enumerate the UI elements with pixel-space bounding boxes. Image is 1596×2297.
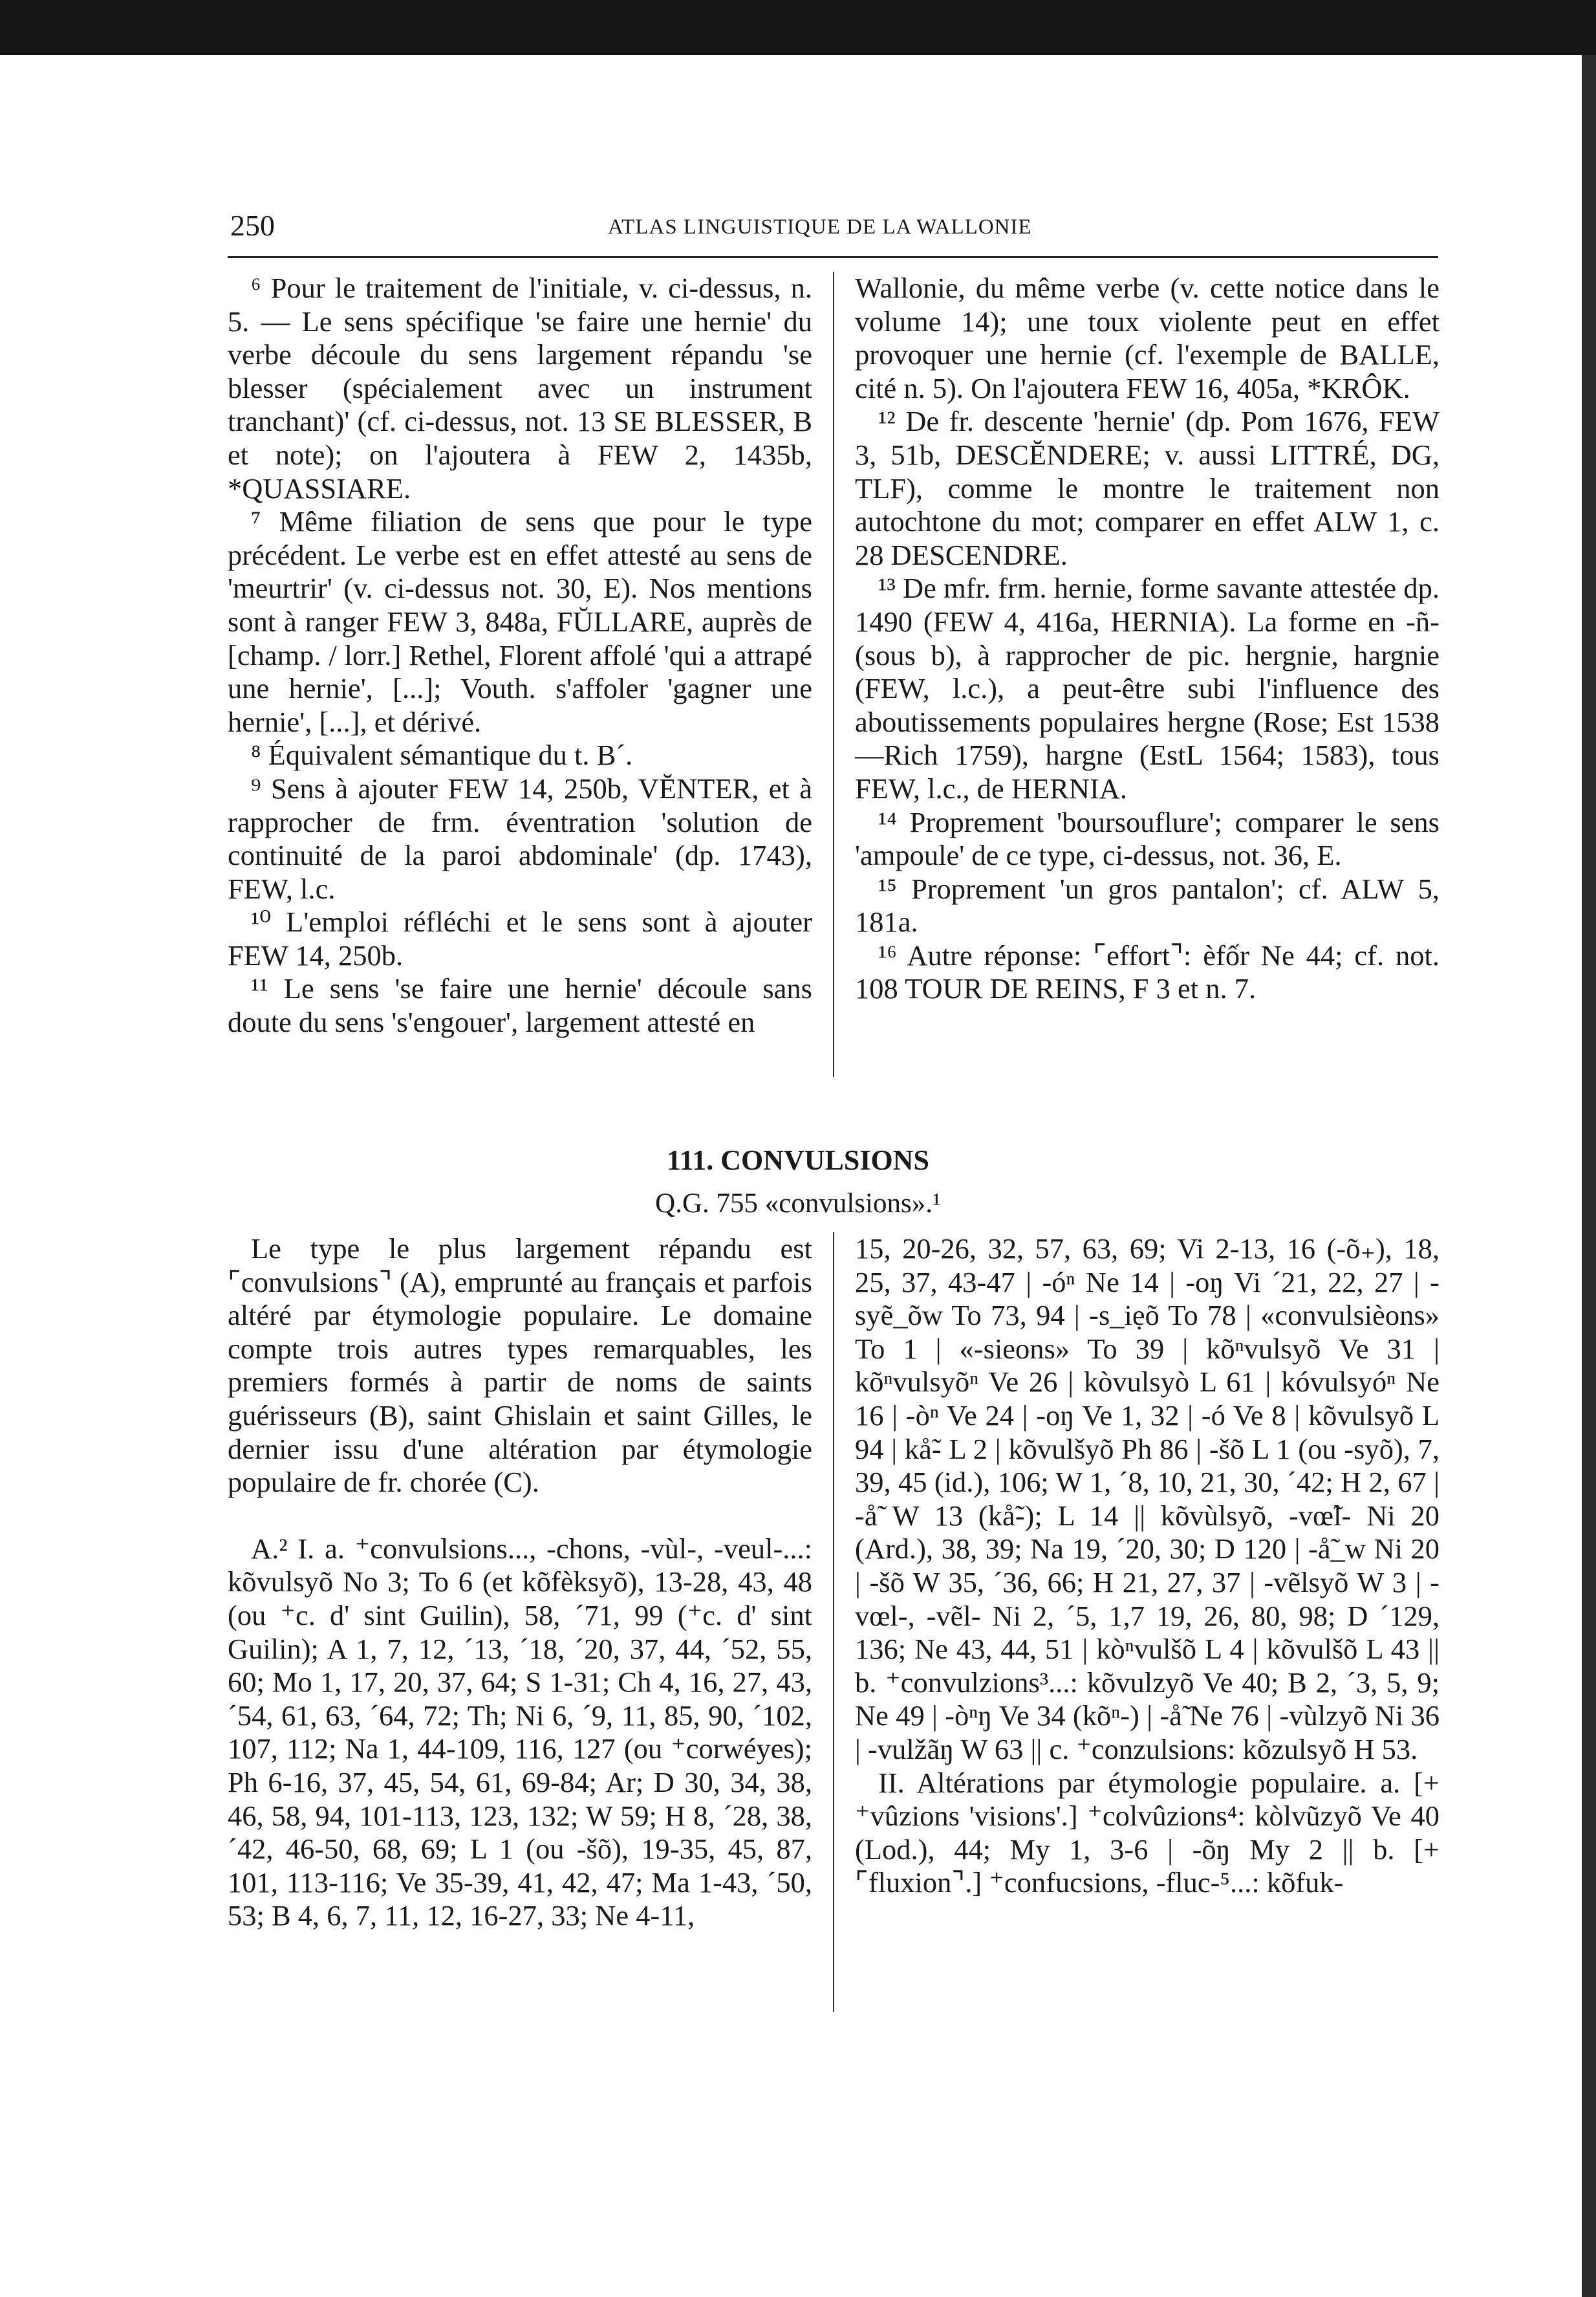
question-reference: Q.G. 755 «convulsions».¹ [655,1188,941,1219]
scan-top-border [0,0,1596,55]
footnotes-right-column [855,272,1440,1006]
body-right-column [855,1232,1440,1900]
body-left-column [228,1232,812,1933]
footnote-13: ¹³ De mfr. frm. hernie, forme savante attestée dp. 1490 (FEW 4, 416a, HERNIA). La forme en -ñ- (sous b), à rapprocher de pic. hergnie, hargnie (FEW, l.c.), a peut-être subi l'influence des aboutissements populaires hergne (Rose; Est 1538—Rich 1759), hargne (EstL 1564; 1583), tous FEW, l.c., de HERNIA. [855,572,1440,805]
page-number: 250 [230,209,275,242]
type-a-paragraph: A.² I. a. ⁺convulsions..., -chons, -vùl-, -veul-...: kõvulsyõ No 3; To 6 (et kõfèksyõ), 13-28, 43, 48 (ou ⁺c. d' sint Guilin), 58, ´71, 99 (⁺c. d' sint Guilin); A 1, 7, 12, ´13, ´18, ´20, 37, 44, ´52, 55, 60; Mo 1, 17, 20, 37, 64; S 1-31; Ch 4, 16, 27, 43, ´54, 61, 63, ´64, 72; Th; Ni 6, ´9, 11, 85, 90, ´102, 107, 112; Na 1, 44-109, 116, 127 (ou ⁺corwéyes); Ph 6-16, 37, 45, 54, 61, 69-84; Ar; D 30, 34, 38, 46, 58, 94, 101-113, 123, 132; W 59; H 8, ´28, 38, ´42, 46-50, 68, 69; L 1 (ou -šõ), 19-35, 45, 87, 101, 113-116; Ve 35-39, 41, 42, 47; Ma 1-43, ´50, 53; B 4, 6, 7, 11, 12, 16-27, 33; Ne 4-11, [228,1532,812,1932]
footnote-6: ⁶ Pour le traitement de l'initiale, v. ci-dessus, n. 5. — Le sens spécifique 'se faire une hernie' du verbe découle du sens largement répandu 'se blesser (spécialement avec un instrument tranchant)' (cf. ci-dessus, not. 13 SE BLESSER, B et note); on l'ajoutera à FEW 2, 1435b, *QUASSIARE. [228,272,812,505]
footnote-7: ⁷ Même filiation de sens que pour le type précédent. Le verbe est en effet attesté au sens de 'meurtrir' (v. ci-dessus not. 30, E). Nos mentions sont à ranger FEW 3, 848a, FŬLLARE, auprès de [champ. / lorr.] Rethel, Florent affolé 'qui a attrapé une hernie', [...]; Vouth. s'affoler 'gagner une hernie', [...], et dérivé. [228,505,812,738]
type-a-continued-paragraph: 15, 20-26, 32, 57, 63, 69; Vi 2-13, 16 (-õ₊), 18, 25, 37, 43-47 | -óⁿ Ne 14 | -oŋ Vi ´21, 22, 27 | -syẽ_õw To 73, 94 | -s_iẹõ To 78 | «convulsièons» To 1 | «-sieons» To 39 | kõⁿvulsyõ Ve 31 | kõⁿvulsyõⁿ Ve 26 | kòvulsyò L 61 | kóvulsyóⁿ Ne 16 | -òⁿ Ve 24 | -oŋ Ve 1, 32 | -ó Ve 8 | kõvulsyõ L 94 | kå̃- L 2 | kõvulšyõ Ph 86 | -šõ L 1 (ou -syõ), 7, 39, 45 (id.), 106; W 1, ´8, 10, 21, 30, ´42; H 2, 67 | -å̃ W 13 (kå̃-); L 14 || kõvùlsyõ, -vœ̃l- Ni 20 (Ard.), 38, 39; Na 19, ´20, 30; D 120 | -å̃_w Ni 20 | -šõ W 35, ´36, 66; H 21, 27, 37 | -vẽlsyõ W 3 | -vœl-, -vẽl- Ni 2, ´5, 1,7 19, 26, 80, 98; D ´129, 136; Ne 43, 44, 51 | kòⁿvulšõ L 4 | kõvulšõ L 43 || b. ⁺convulzions³...: kõvulzyõ Ve 40; B 2, ´3, 5, 9; Ne 49 | -òⁿŋ Ve 34 (kõⁿ-) | -å̃ Ne 76 | -vùlzyõ Ni 36 | -vulžãŋ W 63 || c. ⁺conzulsions: kõzulsyõ H 53. [855,1232,1440,1765]
footnote-12: ¹² De fr. descente 'hernie' (dp. Pom 1676, FEW 3, 51b, DESCĔNDERE; v. aussi LITTRÉ, DG, TLF), comme le montre le traitement non autochtone du mot; comparer en effet ALW 1, c. 28 DESCENDRE. [855,405,1440,571]
footnote-8: ⁸ Équivalent sémantique du t. B´. [251,739,633,772]
footnote-10: ¹⁰ L'emploi réfléchi et le sens sont à ajouter FEW 14, 250b. [228,906,812,972]
footnotes-left-column [228,272,812,1040]
footnote-11-continued: Wallonie, du même verbe (v. cette notice dans le volume 14); une toux violente peut en effet provoquer une hernie (cf. l'exemple de BALLE, cité n. 5). On l'ajoutera FEW 16, 405a, *KRÔK. [855,272,1440,404]
running-head: ATLAS LINGUISTIQUE DE LA WALLONIE [608,215,1032,239]
column-divider-notes [833,272,834,1077]
intro-paragraph: Le type le plus largement répandu est ⌜convulsions⌝ (A), emprunté au français et parfois altéré par étymologie populaire. Le domaine compte trois autres types remarquables, les premiers formés à partir de noms de saints guérisseurs (B), saint Ghislain et saint Gilles, le dernier issu d'une altération par étymologie populaire de fr. chorée (C). [228,1232,812,1499]
header-rule [228,256,1438,258]
type-a-ii-paragraph: II. Altérations par étymologie populaire. a. [+ ⁺vûzions 'visions'.] ⁺colvûzions⁴: kòlvũzyõ Ve 40 (Lod.), 44; My 1, 3-6 | -õŋ My 2 || b. [+ ⌜fluxion⌝.] ⁺confucsions, -fluc-⁵...: kõfuk- [855,1766,1440,1899]
column-divider-body [833,1232,834,2012]
section-title: 111. CONVULSIONS [667,1144,929,1176]
footnote-14: ¹⁴ Proprement 'boursouflure'; comparer le sens 'ampoule' de ce type, ci-dessus, not. 36, E. [855,805,1440,872]
footnote-9: ⁹ Sens à ajouter FEW 14, 250b, VĔNTER, et à rapprocher de frm. éventration 'solution de continuité de la paroi abdominale' (dp. 1743), FEW, l.c. [228,772,812,905]
footnote-16: ¹⁶ Autre réponse: ⌜effort⌝: èfốr Ne 44; cf. not. 108 TOUR DE REINS, F 3 et n. 7. [855,939,1440,1005]
paragraph-gap [228,1499,812,1532]
footnote-15: ¹⁵ Proprement 'un gros pantalon'; cf. ALW 5, 181a. [855,872,1440,939]
footnote-11: ¹¹ Le sens 'se faire une hernie' découle sans doute du sens 's'engouer', largement attesté en [228,972,812,1039]
